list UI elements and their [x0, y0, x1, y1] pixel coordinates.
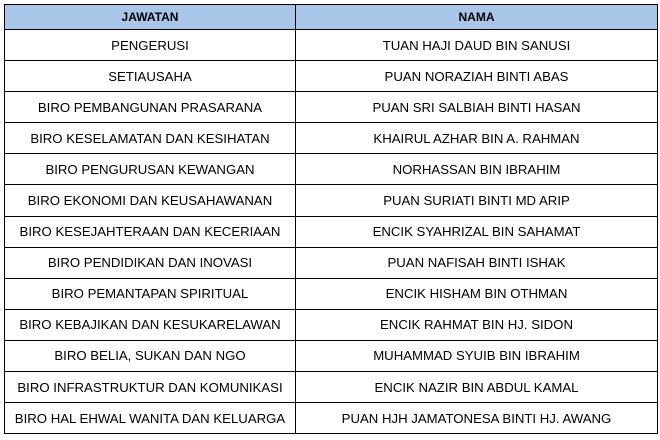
position-cell: PENGERUSI [5, 30, 296, 61]
name-cell: PUAN HJH JAMATONESA BINTI HJ. AWANG [296, 403, 658, 434]
table-row [5, 372, 658, 403]
table-body [5, 30, 658, 434]
name-cell: ENCIK SYAHRIZAL BIN SAHAMAT [296, 216, 658, 247]
position-cell: BIRO INFRASTRUKTUR DAN KOMUNIKASI [5, 372, 296, 403]
name-cell: PUAN SRI SALBIAH BINTI HASAN [296, 92, 658, 123]
name-cell: PUAN SURIATI BINTI MD ARIP [296, 185, 658, 216]
table-row [5, 216, 658, 247]
table-row [5, 123, 658, 154]
name-cell: ENCIK RAHMAT BIN HJ. SIDON [296, 309, 658, 340]
position-cell: BIRO KESELAMATAN DAN KESIHATAN [5, 123, 296, 154]
name-cell: PUAN NAFISAH BINTI ISHAK [296, 247, 658, 278]
table-row [5, 309, 658, 340]
table-row [5, 154, 658, 185]
table-row [5, 247, 658, 278]
column-header-jawatan: JAWATAN [5, 5, 296, 30]
name-cell: KHAIRUL AZHAR BIN A. RAHMAN [296, 123, 658, 154]
name-cell: ENCIK NAZIR BIN ABDUL KAMAL [296, 372, 658, 403]
position-cell: BIRO KESEJAHTERAAN DAN KECERIAAN [5, 216, 296, 247]
column-header-nama: NAMA [296, 5, 658, 30]
position-cell: BIRO EKONOMI DAN KEUSAHAWANAN [5, 185, 296, 216]
name-cell: NORHASSAN BIN IBRAHIM [296, 154, 658, 185]
position-cell: SETIAUSAHA [5, 61, 296, 92]
table-row [5, 30, 658, 61]
table-row [5, 61, 658, 92]
position-cell: BIRO KEBAJIKAN DAN KESUKARELAWAN [5, 309, 296, 340]
position-cell: BIRO HAL EHWAL WANITA DAN KELUARGA [5, 403, 296, 434]
table-row [5, 403, 658, 434]
table-header-row [5, 5, 658, 30]
position-cell: BIRO PEMANTAPAN SPIRITUAL [5, 278, 296, 309]
position-cell: BIRO PENDIDIKAN DAN INOVASI [5, 247, 296, 278]
name-cell: PUAN NORAZIAH BINTI ABAS [296, 61, 658, 92]
table-row [5, 340, 658, 371]
position-cell: BIRO BELIA, SUKAN DAN NGO [5, 340, 296, 371]
table-row [5, 278, 658, 309]
committee-table [4, 4, 658, 434]
position-cell: BIRO PENGURUSAN KEWANGAN [5, 154, 296, 185]
name-cell: TUAN HAJI DAUD BIN SANUSI [296, 30, 658, 61]
name-cell: MUHAMMAD SYUIB BIN IBRAHIM [296, 340, 658, 371]
table-row [5, 92, 658, 123]
table-row [5, 185, 658, 216]
position-cell: BIRO PEMBANGUNAN PRASARANA [5, 92, 296, 123]
name-cell: ENCIK HISHAM BIN OTHMAN [296, 278, 658, 309]
